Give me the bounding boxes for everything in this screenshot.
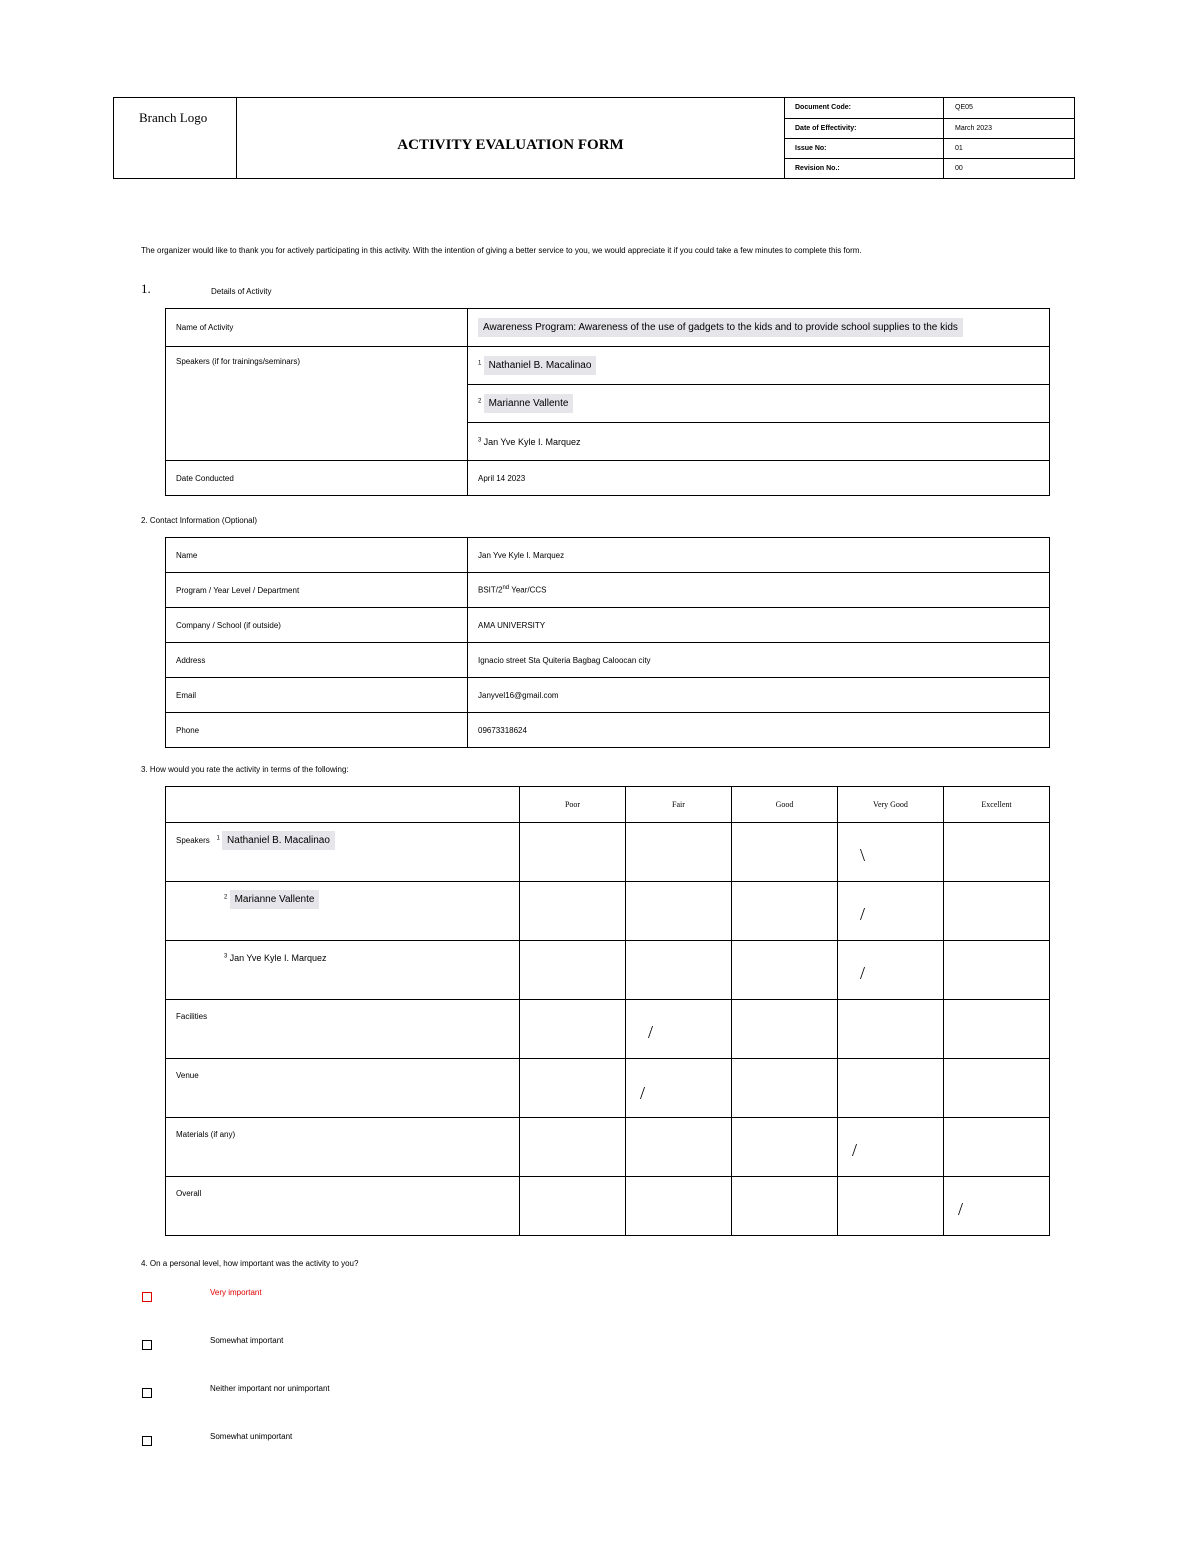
cell-overall-poor[interactable] [520,1177,626,1236]
label-date-conducted: Date Conducted [166,461,468,496]
row-label-speaker-3: $^3$ Jan Yve Kyle I. Marquez [166,941,520,1000]
activity-name-value: Awareness Program: Awareness of the use of gadgets to the kids and to provide school supplies to the kids [478,318,963,337]
row-label-facilities: Facilities [166,1000,520,1059]
cell-speaker1-very-good[interactable] [838,823,944,882]
speaker-name-1: Nathaniel B. Macalinao [484,356,597,375]
option-label: Neither important nor unimportant [210,1384,330,1393]
rating-header-blank [166,787,520,823]
row-label-venue: Venue [166,1059,520,1118]
check-mark: / [648,1022,654,1042]
option-neither[interactable] [142,1384,330,1398]
cell-speaker2-good[interactable] [732,882,838,941]
cell-facilities-excellent[interactable] [944,1000,1050,1059]
cell-facilities-very-good[interactable] [838,1000,944,1059]
name-field[interactable]: Jan Yve Kyle I. Marquez [468,538,1050,573]
checkbox-icon[interactable] [142,1436,152,1446]
check-mark: / [852,1140,858,1160]
cell-venue-excellent[interactable] [944,1059,1050,1118]
cell-speaker3-poor[interactable] [520,941,626,1000]
col-excellent: Excellent [944,787,1050,823]
meta-value: 01 [955,145,963,152]
cell-overall-good[interactable] [732,1177,838,1236]
rating-table [165,786,1050,1236]
check-mark: / [958,1199,964,1219]
meta-row-revision [785,158,1074,178]
cell-venue-fair[interactable] [626,1059,732,1118]
cell-speaker2-poor[interactable] [520,882,626,941]
checkbox-icon[interactable] [142,1340,152,1350]
cell-speaker3-fair[interactable] [626,941,732,1000]
meta-value: March 2023 [955,125,992,132]
row-label-materials: Materials (if any) [166,1118,520,1177]
phone-field[interactable]: 09673318624 [468,713,1050,748]
check-mark: / [860,963,866,983]
col-good: Good [732,787,838,823]
label-name: Name [166,538,468,573]
speaker-field-1[interactable]: $^1$ Nathaniel B. Macalinao [468,347,1050,385]
cell-overall-fair[interactable] [626,1177,732,1236]
section3-title: 3. How would you rate the activity in terms of the following: [141,765,349,774]
meta-row-issue [785,138,1074,158]
cell-venue-poor[interactable] [520,1059,626,1118]
form-title: ACTIVITY EVALUATION FORM [397,136,624,153]
meta-label: Revision No.: [795,165,840,172]
option-label: Somewhat unimportant [210,1432,293,1441]
label-company: Company / School (if outside) [166,608,468,643]
meta-row-document-code [785,98,1074,118]
logo-cell [114,98,237,178]
label-address: Address [166,643,468,678]
col-poor: Poor [520,787,626,823]
label-name-of-activity: Name of Activity [166,309,468,347]
checkbox-icon[interactable] [142,1388,152,1398]
cell-facilities-poor[interactable] [520,1000,626,1059]
row-label-overall: Overall [166,1177,520,1236]
branch-logo: Branch Logo [139,110,208,125]
col-very-good: Very Good [838,787,944,823]
col-fair: Fair [626,787,732,823]
cell-speaker2-fair[interactable] [626,882,732,941]
cell-materials-poor[interactable] [520,1118,626,1177]
label-email: Email [166,678,468,713]
speaker-field-2[interactable]: $^2$ Marianne Vallente [468,385,1050,423]
check-mark: / [640,1083,646,1103]
cell-speaker1-poor[interactable] [520,823,626,882]
activity-name-field[interactable] [468,309,1050,347]
document-meta [784,98,1074,178]
cell-speaker1-good[interactable] [732,823,838,882]
cell-materials-good[interactable] [732,1118,838,1177]
option-very-important[interactable] [142,1288,262,1302]
option-somewhat-unimportant[interactable] [142,1432,293,1446]
speaker-name-2: Marianne Vallente [484,394,574,413]
label-speakers: Speakers (if for trainings/seminars) [166,347,468,461]
check-mark: / [860,904,866,924]
cell-materials-excellent[interactable] [944,1118,1050,1177]
label-phone: Phone [166,713,468,748]
cell-materials-fair[interactable] [626,1118,732,1177]
cell-speaker2-very-good[interactable] [838,882,944,941]
address-field[interactable]: Ignacio street Sta Quiteria Bagbag Caloocan city [468,643,1050,678]
meta-label: Document Code: [795,104,851,111]
form-header [113,97,1075,179]
row-label-speaker-2: $^2$ Marianne Vallente [166,882,520,941]
date-conducted-field[interactable]: April 14 2023 [468,461,1050,496]
intro-text: The organizer would like to thank you for actively participating in this activity. With the intention of giving a better service to you, we would appreciate it if you could take a few minutes to complete this form. [141,246,862,255]
company-field[interactable]: AMA UNIVERSITY [468,608,1050,643]
meta-label: Issue No: [795,145,827,152]
cell-speaker3-very-good[interactable] [838,941,944,1000]
email-field[interactable]: Janyvel16@gmail.com [468,678,1050,713]
cell-facilities-good[interactable] [732,1000,838,1059]
cell-speaker1-excellent[interactable] [944,823,1050,882]
cell-speaker3-good[interactable] [732,941,838,1000]
meta-label: Date of Effectivity: [795,125,857,132]
option-label: Very important [210,1288,262,1297]
cell-facilities-fair[interactable] [626,1000,732,1059]
meta-value: 00 [955,165,963,172]
contact-info-table [165,537,1050,748]
cell-speaker1-fair[interactable] [626,823,732,882]
program-field[interactable]: BSIT/2nd Year/CCS [468,573,1050,608]
row-label-speaker-1: Speakers $^1$ Nathaniel B. Macalinao [166,823,520,882]
section1-title: Details of Activity [211,287,272,296]
option-label: Somewhat important [210,1336,284,1345]
cell-speaker3-excellent[interactable] [944,941,1050,1000]
cell-venue-very-good[interactable] [838,1059,944,1118]
section1-number: 1. [141,281,151,296]
activity-details-table [165,308,1050,496]
label-program: Program / Year Level / Department [166,573,468,608]
cell-overall-excellent[interactable] [944,1177,1050,1236]
speaker-name-3: Jan Yve Kyle I. Marquez [483,436,581,447]
section2-title: 2. Contact Information (Optional) [141,516,258,525]
speaker-field-3[interactable]: $^3$ Jan Yve Kyle I. Marquez [468,423,1050,461]
meta-value: QE05 [955,104,973,111]
option-somewhat-important[interactable] [142,1336,284,1350]
cell-materials-very-good[interactable] [838,1118,944,1177]
section4-title: 4. On a personal level, how important was the activity to you? [141,1259,359,1268]
cell-speaker2-excellent[interactable] [944,882,1050,941]
cell-venue-good[interactable] [732,1059,838,1118]
cell-overall-very-good[interactable] [838,1177,944,1236]
checkbox-icon[interactable] [142,1292,152,1302]
check-mark: \ [860,845,866,865]
meta-row-effectivity [785,118,1074,138]
